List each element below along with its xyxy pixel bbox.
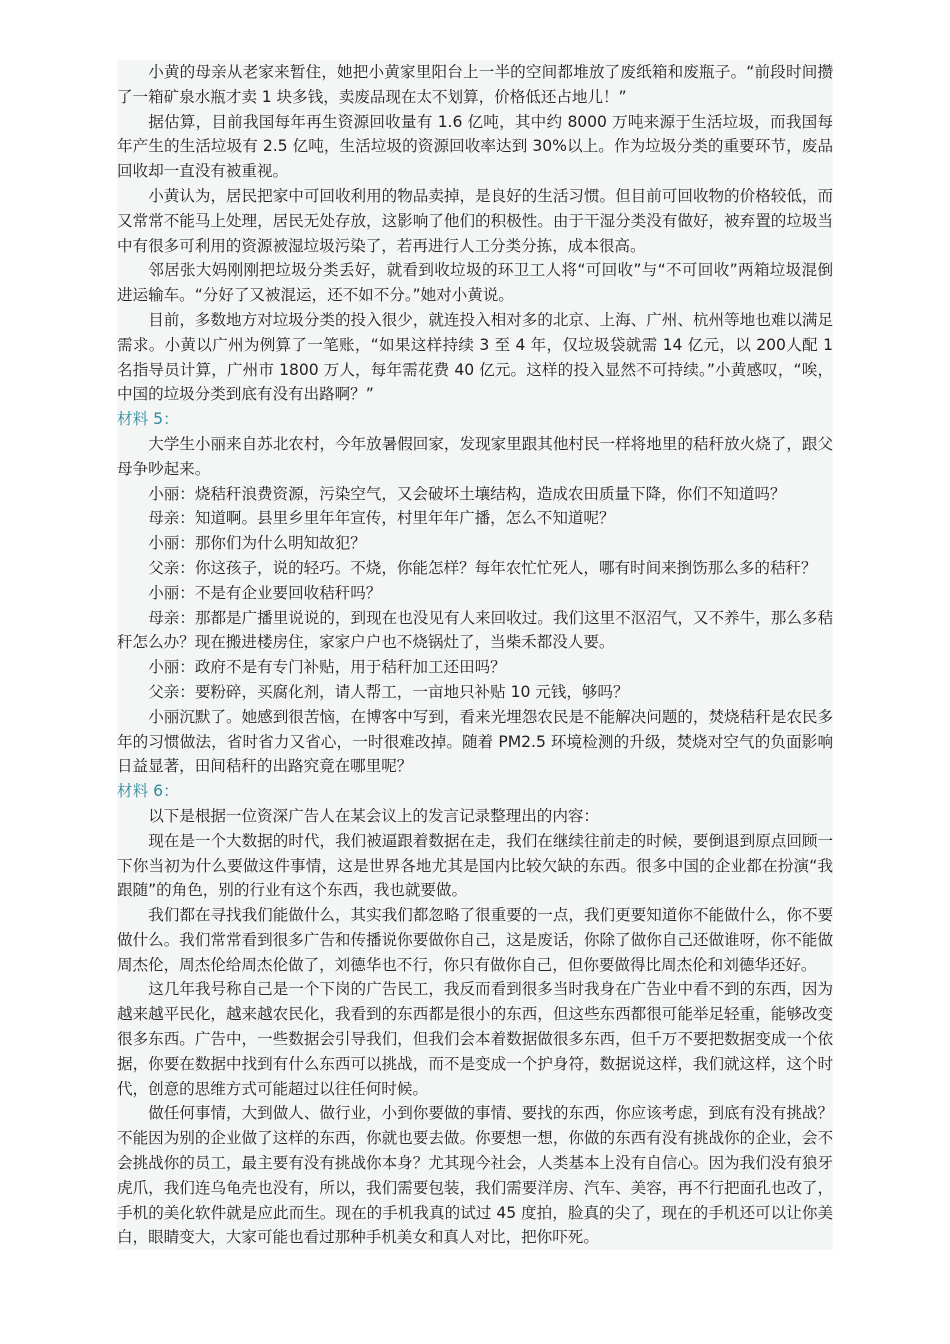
dialogue-line: 父亲：要粉碎，买腐化剂，请人帮工，一亩地只补贴 10 元钱，够吗？ [117, 680, 833, 705]
paragraph: 小丽沉默了。她感到很苦恼，在博客中写到，看来光埋怨农民是不能解决问题的，焚烧秸秆是农民多年的习惯做法，省时省力又省心，一时很难改掉。随着 PM2.5 环境检测的升级，焚烧对空气的负面影响日益显著，田间秸秆的出路究竟在哪里呢？ [117, 705, 833, 779]
paragraph: 现在是一个大数据的时代，我们被逼跟着数据在走，我们在继续往前走的时候，要倒退到原点回顾一下你当初为什么要做这件事情，这是世界各地尤其是国内比较欠缺的东西。很多中国的企业都在扮演“我跟随”的角色，别的行业有这个东西，我也就要做。 [117, 829, 833, 903]
dialogue-line: 小丽：政府不是有专门补贴，用于秸秆加工还田吗？ [117, 655, 833, 680]
dialogue-line: 父亲：你这孩子，说的轻巧。不烧，你能怎样？每年农忙忙死人，哪有时间来捯饬那么多的秸秆？ [117, 556, 833, 581]
dialogue-line: 小丽：不是有企业要回收秸秆吗？ [117, 581, 833, 606]
section-heading-material-6: 材料 6： [117, 779, 833, 804]
paragraph: 邻居张大妈刚刚把垃圾分类丢好，就看到收垃圾的环卫工人将“可回收”与“不可回收”两箱垃圾混倒进运输车。“分好了又被混运，还不如不分。”她对小黄说。 [117, 258, 833, 308]
paragraph: 小黄的母亲从老家来暂住，她把小黄家里阳台上一半的空间都堆放了废纸箱和废瓶子。“前段时间攒了一箱矿泉水瓶才卖 1 块多钱，卖废品现在太不划算，价格低还占地儿！” [117, 60, 833, 110]
dialogue-line: 母亲：那都是广播里说说的，到现在也没见有人来回收过。我们这里不沤沼气，又不养牛，那么多秸秆怎么办？现在搬进楼房住，家家户户也不烧锅灶了，当柴禾都没人要。 [117, 606, 833, 656]
dialogue-line: 小丽：那你们为什么明知故犯？ [117, 531, 833, 556]
paragraph: 这几年我号称自己是一个下岗的广告民工，我反而看到很多当时我身在广告业中看不到的东西，因为越来越平民化，越来越农民化，我看到的东西都是很小的东西，但这些东西都很可能举足轻重，能够改变很多东西。广告中，一些数据会引导我们，但我们会本着数据做很多东西，但千万不要把数据变成一个依据，你要在数据中找到有什么东西可以挑战，而不是变成一个护身符，数据说这样，我们就这样，这个时代，创意的思维方式可能超过以往任何时候。 [117, 977, 833, 1101]
paragraph: 做任何事情，大到做人、做行业，小到你要做的事情、要找的东西，你应该考虑，到底有没有挑战？不能因为别的企业做了这样的东西，你就也要去做。你要想一想，你做的东西有没有挑战你的企业，会不会挑战你的员工，最主要有没有挑战你本身？尤其现今社会，人类基本上没有自信心。因为我们没有狼牙虎爪，我们连乌龟壳也没有，所以，我们需要包装，我们需要洋房、汽车、美容，再不行把面孔也改了，手机的美化软件就是应此而生。现在的手机我真的试过 45 度拍，脸真的尖了，现在的手机还可以让你美白，眼睛变大，大家可能也看过那种手机美女和真人对比，把你吓死。 [117, 1101, 833, 1250]
paragraph: 小黄认为，居民把家中可回收利用的物品卖掉，是良好的生活习惯。但目前可回收物的价格较低，而又常常不能马上处理，居民无处存放，这影响了他们的积极性。由于干湿分类没有做好，被弃置的垃圾当中有很多可利用的资源被湿垃圾污染了，若再进行人工分类分拣，成本很高。 [117, 184, 833, 258]
dialogue-line: 小丽：烧秸秆浪费资源，污染空气，又会破坏土壤结构，造成农田质量下降，你们不知道吗？ [117, 482, 833, 507]
paragraph: 目前，多数地方对垃圾分类的投入很少，就连投入相对多的北京、上海、广州、杭州等地也难以满足需求。小黄以广州为例算了一笔账，“如果这样持续 3 至 4 年，仅垃圾袋就需 14 亿元，以 200人配 1 名指导员计算，广州市 1800 万人，每年需花费 40 亿元。这样的投入显然不可持续。”小黄感叹，“唉，中国的垃圾分类到底有没有出路啊？” [117, 308, 833, 407]
paragraph: 我们都在寻找我们能做什么，其实我们都忽略了很重要的一点，我们更要知道你不能做什么，你不要做什么。我们常常看到很多广告和传播说你要做你自己，这是废话，你除了做你自己还做谁呀，你不能做周杰伦，周杰伦给周杰伦做了，刘德华也不行，你只有做你自己，但你要做得比周杰伦和刘德华还好。 [117, 903, 833, 977]
dialogue-line: 母亲：知道啊。县里乡里年年宣传，村里年年广播，怎么不知道呢？ [117, 506, 833, 531]
section-heading-material-5: 材料 5： [117, 407, 833, 432]
paragraph: 以下是根据一位资深广告人在某会议上的发言记录整理出的内容： [117, 804, 833, 829]
paragraph: 据估算，目前我国每年再生资源回收量有 1.6 亿吨，其中约 8000 万吨来源于生活垃圾，而我国每年产生的生活垃圾有 2.5 亿吨，生活垃圾的资源回收率达到 30%以上。作为垃圾分类的重要环节，废品回收却一直没有被重视。 [117, 110, 833, 184]
document-page [117, 60, 833, 1250]
paragraph: 大学生小丽来自苏北农村，今年放暑假回家，发现家里跟其他村民一样将地里的秸秆放火烧了，跟父母争吵起来。 [117, 432, 833, 482]
